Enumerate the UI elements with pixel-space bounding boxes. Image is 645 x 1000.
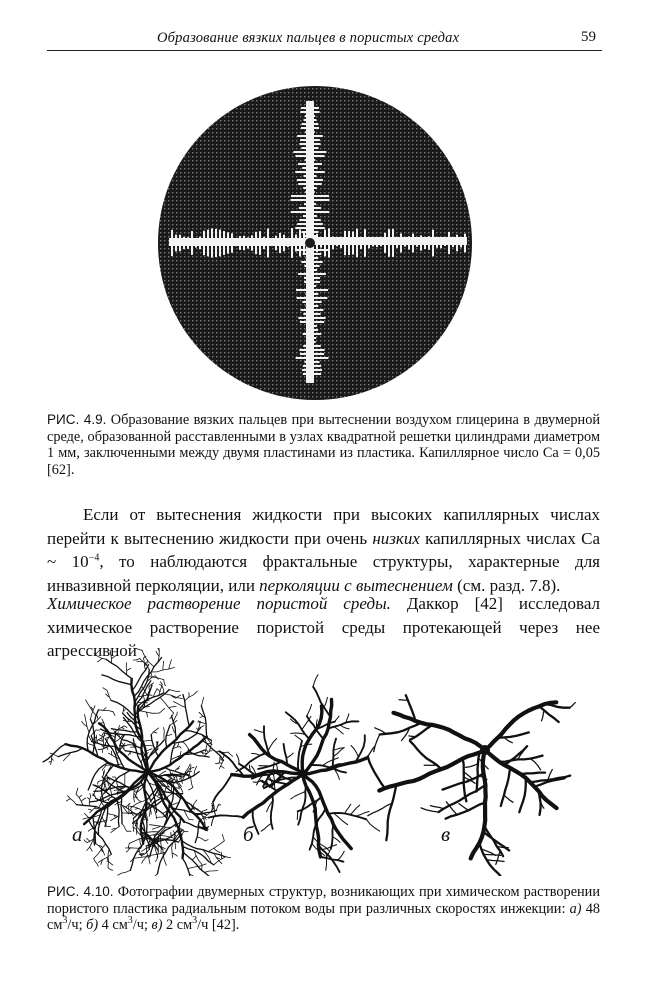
superscript: 3 <box>192 915 198 927</box>
text-run: Если от вытеснения жидкости при высоких капиллярных числах перейти к вытеснению жидкости при очень <box>47 505 600 548</box>
italic-run: б) <box>86 917 99 933</box>
section-lead-in: Химическое растворение пористой среды. <box>47 594 391 613</box>
dissolution-pattern-b <box>209 675 380 872</box>
text-run: 4 см <box>98 917 128 933</box>
text-run: капиллярных числах Ca ~ 10 <box>47 528 600 571</box>
figure-4-9-caption <box>47 412 600 478</box>
text-run: /ч; <box>132 917 152 933</box>
running-header <box>47 24 602 51</box>
text-run: Фотографии двумерных структур, возникающих при химическом растворении пористого пластика радиальным потоком воды при различных скоростях инжекции: <box>47 884 600 917</box>
panel-label-a: а <box>72 822 83 846</box>
italic-run: перколяции с вытеснением <box>259 575 453 595</box>
superscript: 3 <box>62 915 68 927</box>
text-run: , то наблюдаются фрактальные структуры, характерные для инвазивной перколяции, или <box>47 552 601 595</box>
figure-4-10-caption <box>47 884 600 934</box>
text-run: (см. разд. 7.8). <box>452 575 561 595</box>
panel-label-c: в <box>441 822 451 846</box>
text-run: Даккор [42] исследовал химическое растворение пористой среды протекающей через нее агрессивной <box>47 594 601 660</box>
text-run: /ч [42]. <box>197 917 240 933</box>
caption-label: РИС. 4.10. <box>47 884 114 899</box>
text-run: /ч; <box>67 917 87 933</box>
figure-4-10-dissolution-patterns-image <box>40 648 610 876</box>
caption-label: РИС. 4.9. <box>47 412 107 427</box>
dissolution-pattern-c <box>368 695 576 876</box>
running-title: Образование вязких пальцев в пористых средах <box>157 30 460 46</box>
italic-run: низких <box>372 528 420 548</box>
text-run: 2 см <box>162 917 193 933</box>
superscript: −4 <box>88 552 100 564</box>
italic-run: а) <box>569 900 582 917</box>
caption-text: Образование вязких пальцев при вытеснении воздухом глицерина в двумерной среде, образованной расставленными в узлах квадратной решетки цилиндрами диаметром 1 мм, заключенными между двумя пластинами из пластика. Капиллярное число Ca = 0,05 [62]. <box>47 412 600 478</box>
superscript: 3 <box>127 915 133 927</box>
paragraph-1 <box>47 503 600 597</box>
panel-label-b: б <box>243 822 254 846</box>
page-number: 59 <box>581 29 596 45</box>
italic-run: в) <box>151 917 163 933</box>
text-run: 48 см <box>47 900 601 933</box>
figure-4-9-viscous-fingers-image <box>155 83 475 403</box>
